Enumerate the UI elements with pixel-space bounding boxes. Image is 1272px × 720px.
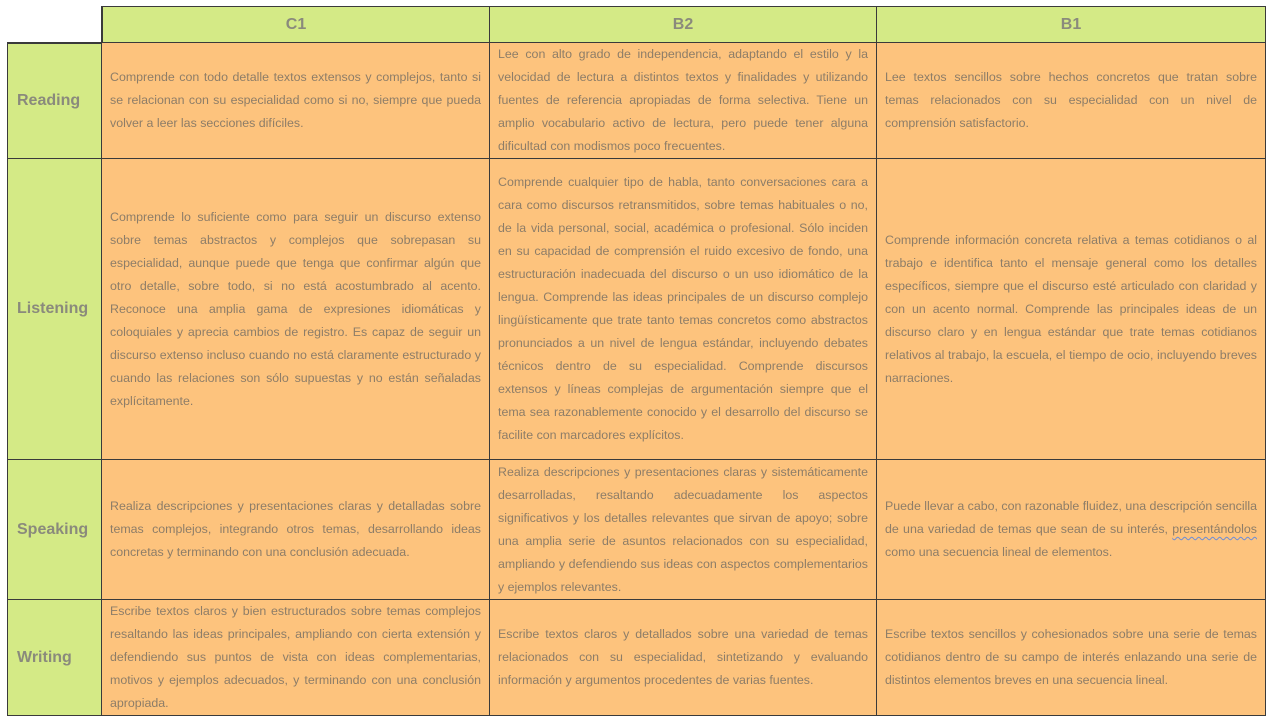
cell-speaking-b2[interactable] [490,460,877,600]
cell-reading-c1[interactable] [102,43,490,159]
cell-reading-b1[interactable] [877,43,1266,159]
cell-text: Lee textos sencillos sobre hechos concretos que tratan sobre temas relacionados con su especialidad con un nivel de comprensión satisfactorio. [885,70,1257,130]
cell-text: Comprende lo suficiente como para seguir un discurso extenso sobre temas abstractos y complejos que sobrepasan su especialidad, aunque puede que tenga que confirmar algún que otro detalle, sobre todo, si no está acostumbrado al acento. Reconoce una amplia gama de expresiones idiomáticas y coloquiales y aprecia cambios de registro. Es capaz de seguir un discurso extenso incluso cuando no está claramente estructurado y cuando las relaciones son sólo supuestas y no están señaladas explícitamente. [110,209,481,408]
cefr-levels-table [7,6,1266,716]
column-header-b1: B1 [877,6,1266,43]
column-header-c1: C1 [102,6,490,43]
text-segment: Puede llevar a cabo, con razonable fluidez, una descripción sencilla de una variedad de temas que sean de su interés, [885,499,1257,536]
cell-speaking-c1[interactable] [102,460,490,600]
cell-writing-c1[interactable] [102,600,490,716]
cell-text: Comprende con todo detalle textos extensos y complejos, tanto si se relacionan con su especialidad como si no, siempre que pueda volver a leer las secciones difíciles. [110,70,481,130]
row-label-reading: Reading [7,43,102,159]
cell-listening-c1[interactable] [102,159,490,460]
cell-text: Escribe textos sencillos y cohesionados sobre una serie de temas cotidianos dentro de su campo de interés enlazando una serie de distintos elementos breves en una secuencia lineal. [885,627,1257,687]
cell-writing-b2[interactable] [490,600,877,716]
cell-writing-b1[interactable] [877,600,1266,716]
cell-listening-b1[interactable] [877,159,1266,460]
cell-text: Comprende información concreta relativa a temas cotidianos o al trabajo e identifica tanto el mensaje general como los detalles específicos, siempre que el discurso esté articulado con claridad y con un acento normal. Comprende las principales ideas de un discurso claro y en lengua estándar que trate temas cotidianos relativos al trabajo, la escuela, el tiempo de ocio, incluyendo breves narraciones. [885,232,1257,385]
cell-text: Realiza descripciones y presentaciones claras y sistemáticamente desarrolladas, resaltando adecuadamente los aspectos significativos y los detalles relevantes que sirvan de apoyo; sobre una amplia serie de asuntos relacionados con su especialidad, ampliando y defendiendo sus ideas con aspectos complementarios y ejemplos relevantes. [498,464,868,594]
column-header-b2: B2 [490,6,877,43]
row-label-writing: Writing [7,600,102,716]
cell-listening-b2[interactable] [490,159,877,460]
spellcheck-flagged-word[interactable]: presentándolos [1172,522,1257,536]
cell-text: Escribe textos claros y detallados sobre una variedad de temas relacionados con su especialidad, sintetizando y evaluando información y argumentos procedentes de varias fuentes. [498,627,868,687]
cell-text: Lee con alto grado de independencia, adaptando el estilo y la velocidad de lectura a distintos textos y finalidades y utilizando fuentes de referencia apropiadas de forma selectiva. Tiene un amplio vocabulario activo de lectura, pero puede tener alguna dificultad con modismos poco frecuentes. [498,47,868,153]
cell-text: Comprende cualquier tipo de habla, tanto conversaciones cara a cara como discursos retransmitidos, sobre temas habituales o no, de la vida personal, social, académica o profesional. Sólo inciden en su capacidad de comprensión el ruido excesivo de fondo, una estructuración inadecuada del discurso o un uso idiomático de la lengua. Comprende las ideas principales de un discurso complejo lingüísticamente que trate tanto temas concretos como abstractos pronunciados a un nivel de lengua estándar, incluyendo debates técnicos dentro de su especialidad. Comprende discursos extensos y líneas complejas de argumentación siempre que el tema sea razonablemente conocido y el desarrollo del discurso se facilite con marcadores explícitos. [498,175,868,442]
table-corner-cell [7,6,102,43]
row-label-speaking: Speaking [7,460,102,600]
cell-reading-b2[interactable] [490,43,877,159]
text-segment: como una secuencia lineal de elementos. [885,545,1113,559]
cell-speaking-b1[interactable] [877,460,1266,600]
cell-text: Escribe textos claros y bien estructurados sobre temas complejos resaltando las ideas principales, ampliando con cierta extensión y defendiendo sus puntos de vista con ideas complementarias, motivos y ejemplos adecuados, y terminando con una conclusión apropiada. [110,604,481,710]
cell-text [885,495,1257,564]
cell-text: Realiza descripciones y presentaciones claras y detalladas sobre temas complejos, integrando otros temas, desarrollando ideas concretas y terminando con una conclusión adecuada. [110,499,481,559]
row-label-listening: Listening [7,159,102,460]
